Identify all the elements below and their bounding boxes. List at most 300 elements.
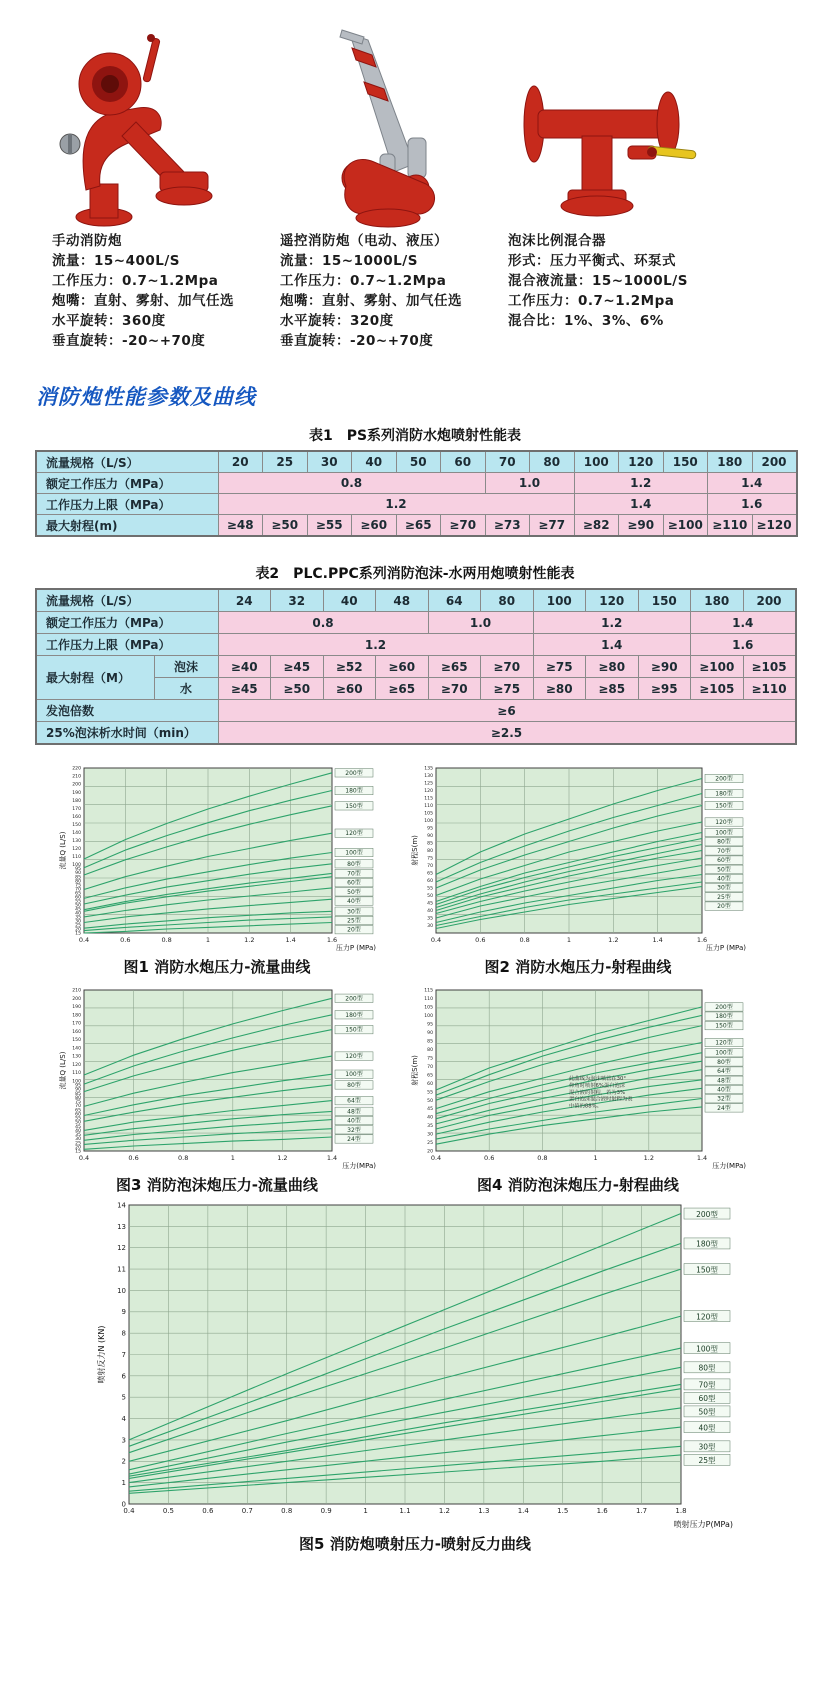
x-tick-label: 0.8 xyxy=(519,936,530,944)
value-cell: ≥65 xyxy=(376,678,429,700)
table-row xyxy=(36,589,796,612)
series-label: 24型 xyxy=(717,1104,731,1112)
value-cell: ≥70 xyxy=(481,656,534,678)
series-label: 80型 xyxy=(717,838,731,846)
value-cell: 1.6 xyxy=(708,494,797,515)
y-tick-label: 85 xyxy=(75,1091,81,1097)
series-label: 80型 xyxy=(347,860,361,868)
value-cell: 0.8 xyxy=(218,473,485,494)
value-cell: ≥100 xyxy=(691,656,744,678)
foam-proportioner-image xyxy=(508,26,718,231)
y-tick-label: 180 xyxy=(72,1013,81,1019)
y-tick-label: 7 xyxy=(121,1350,126,1359)
series-label: 180型 xyxy=(345,787,363,795)
series-label: 100型 xyxy=(345,849,363,857)
foam-water-monitor-performance-table xyxy=(35,588,797,745)
chart-annotation: 蛋白泡沫混合液时射程为表 xyxy=(569,1096,633,1103)
value-cell: 24 xyxy=(218,589,271,612)
series-label: 40型 xyxy=(347,898,361,906)
value-cell: 120 xyxy=(586,589,639,612)
x-tick-label: 1.7 xyxy=(636,1507,648,1515)
x-tick-label: 1.8 xyxy=(675,1507,687,1515)
value-cell: ≥52 xyxy=(323,656,376,678)
y-tick-label: 80 xyxy=(427,1047,433,1053)
series-label: 30型 xyxy=(717,884,731,892)
y-tick-label: 75 xyxy=(75,883,81,889)
value-cell: ≥70 xyxy=(441,515,486,537)
value-cell: 150 xyxy=(663,451,708,473)
x-tick-label: 1.6 xyxy=(696,936,708,944)
value-cell: ≥75 xyxy=(481,678,534,700)
spec-line: 流量：15~400L/S xyxy=(52,253,181,269)
x-tick-label: 0.8 xyxy=(161,936,172,944)
y-tick-label: 200 xyxy=(72,996,81,1002)
y-tick-label: 85 xyxy=(427,1039,433,1045)
x-tick-label: 0.4 xyxy=(430,936,442,944)
x-tick-label: 1.4 xyxy=(326,1154,338,1162)
x-axis-title: 喷射压力P(MPa) xyxy=(673,1520,733,1529)
value-cell: ≥60 xyxy=(323,678,376,700)
value-cell: 1.4 xyxy=(533,634,691,656)
y-tick-label: 50 xyxy=(75,1120,81,1126)
products-row xyxy=(0,0,830,351)
y-tick-label: 75 xyxy=(427,1056,433,1062)
value-cell: 180 xyxy=(708,451,753,473)
x-axis-title: 压力P (MPa) xyxy=(705,944,746,952)
x-tick-label: 1.6 xyxy=(326,936,338,944)
y-tick-label: 20 xyxy=(75,927,81,933)
series-label: 120型 xyxy=(696,1312,718,1322)
table-row xyxy=(36,656,796,678)
row-label-cell: 工作压力上限（MPa） xyxy=(36,634,218,656)
y-tick-label: 20 xyxy=(75,1145,81,1151)
x-tick-label: 1.6 xyxy=(596,1507,608,1515)
y-tick-label: 125 xyxy=(424,781,433,787)
series-label: 100型 xyxy=(715,829,733,837)
y-tick-label: 140 xyxy=(72,1046,81,1052)
y-tick-label: 35 xyxy=(427,916,433,922)
y-tick-label: 25 xyxy=(427,1141,433,1147)
value-cell: ≥50 xyxy=(271,678,324,700)
plot-area xyxy=(436,990,702,1151)
value-cell: ≥60 xyxy=(352,515,397,537)
value-cell: ≥100 xyxy=(663,515,708,537)
x-tick-label: 1.2 xyxy=(643,1154,654,1162)
y-tick-label: 55 xyxy=(75,1116,81,1122)
y-tick-label: 30 xyxy=(75,919,81,925)
x-tick-label: 0.4 xyxy=(123,1507,135,1515)
value-cell: 48 xyxy=(376,589,429,612)
y-tick-label: 11 xyxy=(117,1265,126,1274)
y-tick-label: 45 xyxy=(75,1124,81,1130)
y-tick-label: 14 xyxy=(117,1201,126,1210)
y-tick-label: 70 xyxy=(75,887,81,893)
y-tick-label: 50 xyxy=(75,903,81,909)
y-tick-label: 90 xyxy=(427,834,433,840)
series-label: 150型 xyxy=(345,1026,363,1034)
chart4-caption: 图4 消防泡沫炮压力-射程曲线 xyxy=(477,1176,679,1194)
value-cell: 1.0 xyxy=(428,612,533,634)
y-tick-label: 10 xyxy=(117,1286,126,1295)
value-cell: ≥105 xyxy=(743,656,796,678)
table2-title: 表2 PLC.PPC系列消防泡沫-水两用炮喷射性能表 xyxy=(255,566,575,582)
y-tick-label: 25 xyxy=(75,1141,81,1147)
x-tick-label: 0.6 xyxy=(128,1154,139,1162)
y-tick-label: 100 xyxy=(424,819,433,825)
value-cell: 80 xyxy=(481,589,534,612)
series-label: 64型 xyxy=(347,1097,361,1105)
y-tick-label: 100 xyxy=(72,863,81,869)
value-cell: 30 xyxy=(307,451,352,473)
y-tick-label: 190 xyxy=(72,1005,81,1011)
series-label: 200型 xyxy=(345,995,363,1003)
series-label: 25型 xyxy=(717,893,731,901)
value-cell: 1.6 xyxy=(691,634,796,656)
manual-monitor-drawing xyxy=(60,34,212,226)
y-tick-label: 25 xyxy=(75,923,81,929)
series-label: 200型 xyxy=(696,1209,718,1219)
series-label: 64型 xyxy=(717,1068,731,1076)
x-tick-label: 0.6 xyxy=(202,1507,214,1515)
y-tick-label: 75 xyxy=(427,856,433,862)
spec-line: 流量：15~1000L/S xyxy=(280,253,418,269)
value-cell: 20 xyxy=(218,451,263,473)
row-label-cell: 最大射程(m) xyxy=(36,515,218,537)
y-tick-label: 3 xyxy=(121,1436,126,1445)
chart2-canvas xyxy=(408,761,748,953)
y-tick-label: 45 xyxy=(75,907,81,913)
chart-annotation: 此曲线为泡沫喷管在30° xyxy=(569,1076,627,1083)
product-remote-monitor xyxy=(280,26,480,351)
value-cell: ≥45 xyxy=(271,656,324,678)
y-tick-label: 40 xyxy=(427,1115,433,1121)
section-title: 消防炮性能参数及曲线 xyxy=(36,385,256,409)
value-cell: 100 xyxy=(574,451,619,473)
x-tick-label: 1 xyxy=(593,1154,598,1162)
table-row xyxy=(36,473,797,494)
manual-fire-monitor-image xyxy=(52,26,252,231)
spec-line: 混合液流量：15~1000L/S xyxy=(508,273,688,289)
y-tick-label: 65 xyxy=(75,891,81,897)
value-cell: 100 xyxy=(533,589,586,612)
value-cell: ≥80 xyxy=(533,678,586,700)
y-tick-label: 200 xyxy=(72,782,81,788)
y-tick-label: 170 xyxy=(72,806,81,812)
value-cell: ≥82 xyxy=(574,515,619,537)
y-tick-label: 105 xyxy=(424,811,433,817)
series-label: 20型 xyxy=(717,903,731,911)
y-tick-label: 9 xyxy=(121,1308,126,1317)
chart3-canvas xyxy=(56,983,378,1171)
x-axis-title: 压力(MPa) xyxy=(342,1162,376,1170)
y-tick-label: 80 xyxy=(75,1095,81,1101)
y-tick-label: 70 xyxy=(427,1064,433,1070)
value-cell: ≥80 xyxy=(586,656,639,678)
y-tick-label: 100 xyxy=(72,1079,81,1085)
value-cell: ≥70 xyxy=(428,678,481,700)
value-cell: 50 xyxy=(396,451,441,473)
y-tick-label: 15 xyxy=(75,931,81,937)
series-label: 50型 xyxy=(717,866,731,874)
chart-annotation: 混合液的射程，若为3% xyxy=(569,1089,626,1096)
row-label-cell: 额定工作压力（MPa） xyxy=(36,473,218,494)
product-name: 遥控消防炮（电动、液压） xyxy=(280,233,448,249)
row-label-cell: 最大射程（M） xyxy=(36,656,154,700)
row-label-cell: 发泡倍数 xyxy=(36,700,218,722)
y-tick-label: 45 xyxy=(427,1107,433,1113)
spec-line: 水平旋转：360度 xyxy=(52,313,166,329)
series-label: 100型 xyxy=(345,1071,363,1079)
chart1-canvas xyxy=(56,761,378,953)
y-tick-label: 75 xyxy=(75,1100,81,1106)
value-cell: 0.8 xyxy=(218,612,428,634)
value-cell: ≥73 xyxy=(485,515,530,537)
value-cell: 180 xyxy=(691,589,744,612)
x-tick-label: 1.5 xyxy=(557,1507,569,1515)
value-cell: ≥48 xyxy=(218,515,263,537)
row-label-cell: 流量规格（L/S） xyxy=(36,589,218,612)
y-tick-label: 13 xyxy=(117,1222,126,1231)
foam-proportioner-drawing xyxy=(524,86,696,216)
chart-figure4 xyxy=(408,983,748,1195)
chart-annotation: 仰角时喷射6%蛋白泡沫 xyxy=(569,1082,626,1089)
series-label: 20型 xyxy=(347,926,361,934)
chart2-caption: 图2 消防水炮压力-射程曲线 xyxy=(484,958,672,976)
series-label: 30型 xyxy=(698,1442,716,1452)
value-cell: 32 xyxy=(271,589,324,612)
chart-figure1 xyxy=(56,761,378,977)
value-cell: ≥65 xyxy=(396,515,441,537)
series-label: 180型 xyxy=(696,1239,718,1249)
y-tick-label: 60 xyxy=(75,895,81,901)
value-cell: ≥105 xyxy=(691,678,744,700)
x-axis-title: 压力(MPa) xyxy=(712,1162,746,1170)
x-tick-label: 1.4 xyxy=(285,936,296,944)
y-tick-label: 30 xyxy=(427,924,433,930)
value-cell: ≥75 xyxy=(533,656,586,678)
series-label: 200型 xyxy=(715,1003,733,1011)
series-label: 180型 xyxy=(715,1013,733,1021)
product-specs xyxy=(52,251,252,351)
y-tick-label: 140 xyxy=(72,831,81,837)
y-tick-label: 210 xyxy=(72,988,81,994)
value-cell: ≥90 xyxy=(619,515,664,537)
x-tick-label: 1.4 xyxy=(652,936,663,944)
value-cell: 1.0 xyxy=(485,473,574,494)
y-tick-label: 45 xyxy=(427,901,433,907)
y-tick-label: 190 xyxy=(72,790,81,796)
value-cell: 1.4 xyxy=(691,612,796,634)
series-label: 80型 xyxy=(717,1058,731,1066)
value-cell: 70 xyxy=(485,451,530,473)
y-tick-label: 85 xyxy=(75,875,81,881)
y-axis-title: 喷射反力N (KN) xyxy=(97,1325,106,1384)
y-tick-label: 130 xyxy=(424,774,433,780)
chart-figure5 xyxy=(0,1195,830,1554)
series-label: 70型 xyxy=(347,870,361,878)
x-tick-label: 0.4 xyxy=(78,936,90,944)
y-tick-label: 110 xyxy=(424,997,433,1003)
x-tick-label: 0.6 xyxy=(484,1154,495,1162)
value-cell: 1.2 xyxy=(533,612,691,634)
y-tick-label: 110 xyxy=(72,1071,81,1077)
y-tick-label: 105 xyxy=(424,1005,433,1011)
x-tick-label: 1.3 xyxy=(478,1507,490,1515)
series-label: 60型 xyxy=(717,857,731,865)
series-label: 48型 xyxy=(717,1077,731,1085)
series-label: 25型 xyxy=(698,1456,716,1466)
chart5-caption: 图5 消防炮喷射压力-喷射反力曲线 xyxy=(299,1535,531,1553)
y-tick-label: 170 xyxy=(72,1021,81,1027)
spec-line: 水平旋转：320度 xyxy=(280,313,394,329)
series-label: 180型 xyxy=(715,790,733,798)
value-cell: 64 xyxy=(428,589,481,612)
y-tick-label: 50 xyxy=(427,1098,433,1104)
y-tick-label: 110 xyxy=(72,855,81,861)
y-tick-label: 160 xyxy=(72,814,81,820)
y-tick-label: 65 xyxy=(427,1073,433,1079)
x-tick-label: 1.2 xyxy=(438,1507,450,1515)
series-label: 200型 xyxy=(715,775,733,783)
y-tick-label: 150 xyxy=(72,1038,81,1044)
value-cell: ≥77 xyxy=(530,515,575,537)
value-cell: 120 xyxy=(619,451,664,473)
value-cell: 80 xyxy=(530,451,575,473)
value-cell: 1.4 xyxy=(708,473,797,494)
value-cell: 200 xyxy=(743,589,796,612)
y-tick-label: 30 xyxy=(427,1132,433,1138)
spec-line: 工作压力：0.7~1.2Mpa xyxy=(52,273,219,289)
foam-proportioner-image xyxy=(508,26,718,231)
y-tick-label: 120 xyxy=(72,1062,81,1068)
series-label: 80型 xyxy=(698,1363,716,1373)
series-label: 40型 xyxy=(717,1086,731,1094)
y-tick-label: 95 xyxy=(427,1022,433,1028)
y-tick-label: 30 xyxy=(75,1137,81,1143)
series-label: 24型 xyxy=(347,1135,361,1143)
y-axis-title: 射程S(m) xyxy=(411,1055,419,1086)
series-label: 30型 xyxy=(347,908,361,916)
remote-fire-monitor-image xyxy=(280,26,480,231)
series-label: 25型 xyxy=(347,917,361,925)
table-row xyxy=(36,612,796,634)
y-tick-label: 130 xyxy=(72,839,81,845)
table-row xyxy=(36,494,797,515)
series-label: 60型 xyxy=(347,879,361,887)
y-tick-label: 55 xyxy=(427,1090,433,1096)
series-label: 150型 xyxy=(715,802,733,810)
y-tick-label: 90 xyxy=(427,1030,433,1036)
series-label: 50型 xyxy=(347,888,361,896)
table-row xyxy=(36,700,796,722)
x-tick-label: 1 xyxy=(205,936,211,944)
value-cell: ≥120 xyxy=(752,515,797,537)
series-label: 70型 xyxy=(698,1380,716,1390)
row-label-cell: 泡沫 xyxy=(154,656,218,678)
remote-fire-monitor-image xyxy=(280,26,480,231)
y-tick-label: 90 xyxy=(75,871,81,877)
series-label: 48型 xyxy=(347,1108,361,1116)
y-tick-label: 1 xyxy=(121,1479,126,1488)
x-tick-label: 1 xyxy=(363,1507,368,1515)
y-tick-label: 65 xyxy=(427,871,433,877)
y-tick-label: 60 xyxy=(75,1112,81,1118)
value-cell: ≥6 xyxy=(218,700,796,722)
chart5-canvas xyxy=(95,1195,735,1530)
series-label: 120型 xyxy=(715,1039,733,1047)
x-tick-label: 0.9 xyxy=(320,1507,332,1515)
y-tick-label: 70 xyxy=(427,864,433,870)
y-tick-label: 80 xyxy=(75,879,81,885)
value-cell: 40 xyxy=(352,451,397,473)
value-cell: 40 xyxy=(323,589,376,612)
spec-line: 混合比：1%、3%、6% xyxy=(508,313,664,329)
table-row xyxy=(36,722,796,745)
y-tick-label: 40 xyxy=(427,909,433,915)
y-tick-label: 5 xyxy=(121,1393,126,1402)
row-label-cell: 额定工作压力（MPa） xyxy=(36,612,218,634)
y-axis-title: 流量Q (L/S) xyxy=(59,1051,67,1090)
series-label: 100型 xyxy=(715,1049,733,1057)
x-tick-label: 0.4 xyxy=(430,1154,442,1162)
series-label: 180型 xyxy=(345,1011,363,1019)
series-label: 70型 xyxy=(717,847,731,855)
value-cell: ≥95 xyxy=(638,678,691,700)
product-foam-proportioner xyxy=(508,26,718,351)
spec-line: 炮嘴：直射、雾射、加气任选 xyxy=(52,293,234,309)
y-tick-label: 120 xyxy=(424,789,433,795)
series-label: 32型 xyxy=(717,1095,731,1103)
y-tick-label: 85 xyxy=(427,841,433,847)
y-tick-label: 20 xyxy=(427,1149,433,1155)
spec-line: 形式：压力平衡式、环泵式 xyxy=(508,253,676,269)
value-cell: 1.2 xyxy=(574,473,708,494)
manual-fire-monitor-image xyxy=(52,26,252,231)
water-monitor-performance-table xyxy=(35,450,798,537)
series-label: 200型 xyxy=(345,769,363,777)
y-tick-label: 60 xyxy=(427,879,433,885)
spec-line: 垂直旋转：-20~+70度 xyxy=(52,333,206,349)
value-cell: ≥50 xyxy=(263,515,308,537)
chart-figure3 xyxy=(56,983,378,1195)
chart-figure2 xyxy=(408,761,748,977)
x-tick-label: 1 xyxy=(566,936,572,944)
value-cell: 60 xyxy=(441,451,486,473)
chart1-caption: 图1 消防水炮压力-流量曲线 xyxy=(123,958,311,976)
spec-line: 工作压力：0.7~1.2Mpa xyxy=(280,273,447,289)
x-tick-label: 1.2 xyxy=(277,1154,288,1162)
y-tick-label: 55 xyxy=(75,899,81,905)
y-tick-label: 2 xyxy=(121,1457,126,1466)
value-cell: ≥110 xyxy=(708,515,753,537)
y-tick-label: 35 xyxy=(75,915,81,921)
value-cell: 150 xyxy=(638,589,691,612)
series-label: 150型 xyxy=(696,1265,718,1275)
series-label: 80型 xyxy=(347,1081,361,1089)
series-label: 120型 xyxy=(345,830,363,838)
remote-monitor-drawing xyxy=(340,30,435,227)
y-tick-label: 120 xyxy=(72,847,81,853)
y-tick-label: 130 xyxy=(72,1054,81,1060)
series-label: 100型 xyxy=(696,1344,718,1354)
y-tick-label: 95 xyxy=(75,867,81,873)
value-cell: ≥60 xyxy=(376,656,429,678)
table-row xyxy=(36,451,797,473)
x-tick-label: 1.2 xyxy=(608,936,619,944)
y-tick-label: 35 xyxy=(427,1124,433,1130)
charts-grid xyxy=(0,761,816,1195)
value-cell: 1.2 xyxy=(218,634,533,656)
